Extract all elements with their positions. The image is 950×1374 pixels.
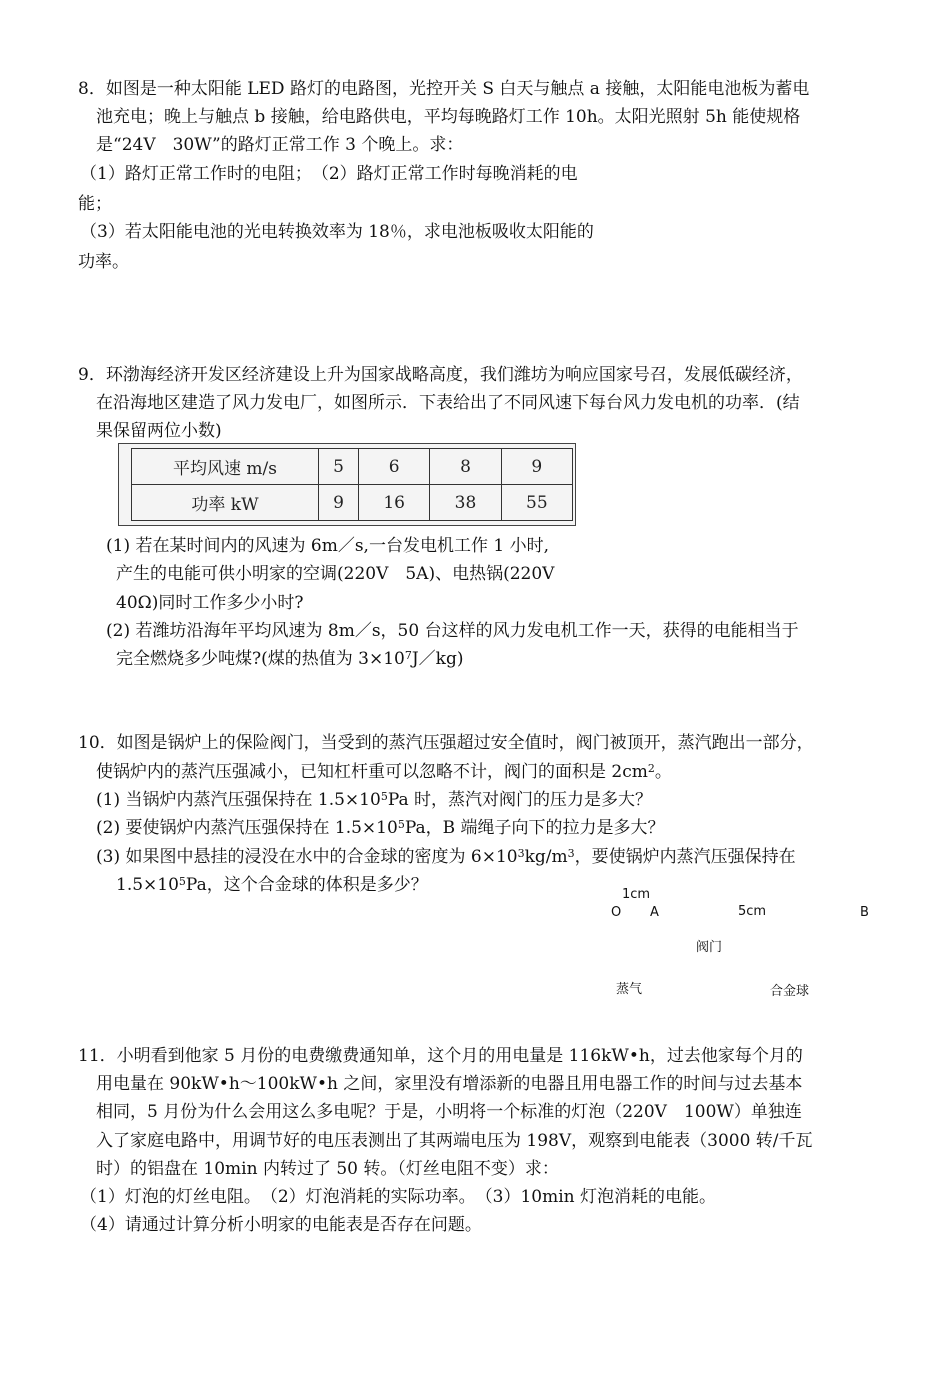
table-cell: 5	[319, 449, 359, 485]
table-cell: 9	[319, 485, 359, 521]
table-cell: 9	[501, 449, 572, 485]
q8-line-7: 功率。	[78, 252, 129, 272]
table-row	[132, 485, 573, 521]
table-header-cell: 功率 kW	[132, 485, 319, 521]
q11-line-6: （1）灯泡的灯丝电阻。 （2）灯泡消耗的实际功率。 （3）10min 灯泡消耗的电能。	[80, 1187, 716, 1207]
wind-power-table	[118, 443, 576, 526]
q11-line-2: 用电量在 90kW•h～100kW•h 之间，家里没有增添新的电器且用电器工作的时间与过去基本	[96, 1074, 803, 1094]
q11-line-7: （4）请通过计算分析小明家的电能表是否存在问题。	[80, 1215, 482, 1235]
figure-label-valve: 阀门	[696, 940, 723, 955]
q9-line-1: 9．环渤海经济开发区经济建设上升为国家战略高度，我们潍坊为响应国家号召，发展低碳经济，	[78, 365, 803, 385]
q9-part1-line-2: 产生的电能可供小明家的空调(220V 5A)、电热锅(220V	[116, 564, 555, 584]
figure-label-o: O	[611, 905, 622, 920]
q9-line-3: 果保留两位小数)	[96, 421, 222, 441]
q8-line-5: 能；	[78, 194, 112, 214]
q10-part3: (3) 如果图中悬挂的浸没在水中的合金球的密度为 $6\times 10^3kg/m^3$，要使锅炉内蒸汽压强保持在	[96, 847, 796, 867]
table-cell: 8	[430, 449, 501, 485]
q11-line-1: 11．小明看到他家 5 月份的电费缴费通知单，这个月的用电量是 116kW•h，过去他家每个月的	[78, 1046, 803, 1066]
q8-line-1: 8．如图是一种太阳能 LED 路灯的电路图，光控开关 S 白天与触点 a 接触，太阳能电池板为蓄电	[78, 79, 810, 99]
q10-line-2: 使锅炉内的蒸汽压强减小，已知杠杆重可以忽略不计，阀门的面积是 $2cm^2$。	[96, 762, 672, 782]
table-cell: 55	[501, 485, 572, 521]
q10-part2: (2) 要使锅炉内蒸汽压强保持在 $1.5\times 10^5Pa$，B 端绳子向下的拉力是多大？	[96, 818, 665, 838]
q9-part1-line-3: 40Ω)同时工作多少小时?	[116, 593, 304, 613]
table-row	[132, 449, 573, 485]
q9-part2-line-1: (2) 若潍坊沿海年平均风速为 8m／s，50 台这样的风力发电机工作一天，获得的电能相当于	[106, 621, 799, 641]
q9-part1-line-1: (1) 若在某时间内的风速为 6m／s,一台发电机工作 1 小时,	[106, 536, 549, 556]
q11-line-4: 入了家庭电路中，用调节好的电压表测出了其两端电压为 198V，观察到电能表（3000 转/千瓦	[96, 1131, 813, 1151]
figure-label-b: B	[860, 905, 869, 920]
q9-line-2: 在沿海地区建造了风力发电厂，如图所示．下表给出了不同风速下每台风力发电机的功率．(结	[96, 393, 800, 413]
figure-label-steam: 蒸气	[616, 982, 643, 997]
q8-line-3: 是“24V 30W”的路灯正常工作 3 个晚上。求：	[96, 135, 464, 155]
table-cell: 16	[359, 485, 430, 521]
figure-label-a: A	[650, 905, 659, 920]
q9-part2-line-2: 完全燃烧多少吨煤?(煤的热值为 $3\times 10^7J/kg$)	[116, 649, 464, 669]
figure-label-5cm: 5cm	[738, 904, 767, 919]
q10-part3-line-2: $1.5\times 10^5Pa$，这个合金球的体积是多少？	[116, 875, 428, 895]
q8-line-2: 池充电；晚上与触点 b 接触，给电路供电，平均每晚路灯工作 10h。太阳光照射 5h 能使规格	[96, 107, 801, 127]
figure-label-alloy-ball: 合金球	[770, 984, 810, 999]
q10-part1: (1) 当锅炉内蒸汽压强保持在 $1.5\times 10^5Pa$ 时，蒸汽对阀门的压力是多大？	[96, 790, 653, 810]
figure-label-1cm: 1cm	[622, 887, 651, 902]
table-cell: 6	[359, 449, 430, 485]
q8-line-6: （3）若太阳能电池的光电转换效率为 18％，求电池板吸收太阳能的	[80, 222, 594, 242]
q10-line-1: 10．如图是锅炉上的保险阀门，当受到的蒸汽压强超过安全值时，阀门被顶开，蒸汽跑出一部分，	[78, 733, 814, 753]
q8-line-4: （1）路灯正常工作时的电阻； （2）路灯正常工作时每晚消耗的电	[80, 164, 578, 184]
q11-line-5: 时）的铝盘在 10min 内转过了 50 转。（灯丝电阻不变）求：	[96, 1159, 559, 1179]
table-header-cell: 平均风速 m/s	[132, 449, 319, 485]
q11-line-3: 相同，5 月份为什么会用这么多电呢？于是，小明将一个标准的灯泡（220V 100W）单独连	[96, 1102, 802, 1122]
table-cell: 38	[430, 485, 501, 521]
